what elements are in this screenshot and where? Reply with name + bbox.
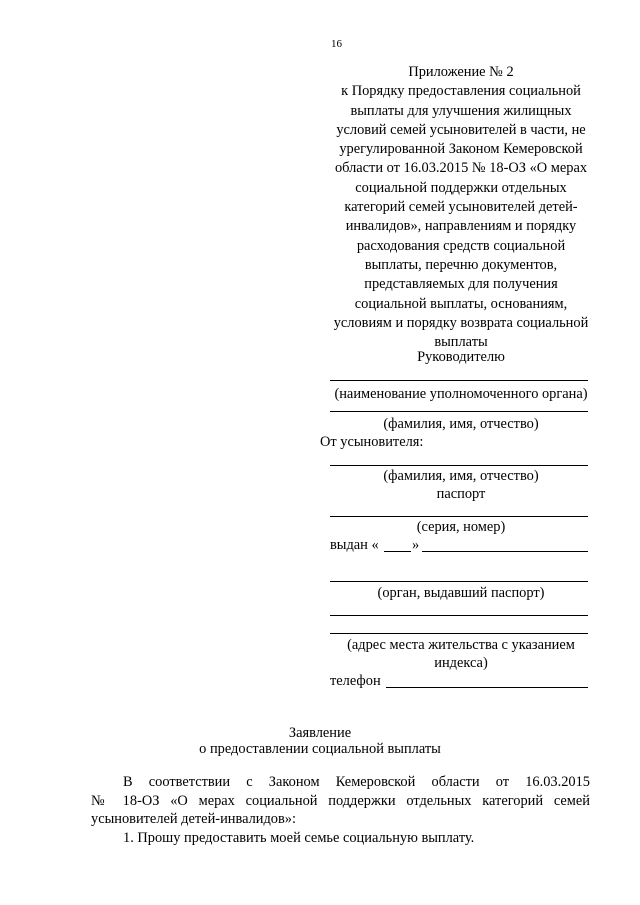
from-label: От усыновителя: xyxy=(320,434,424,450)
head-name-caption: (фамилия, имя, отчество) xyxy=(383,416,539,432)
appendix-line: выплаты xyxy=(434,334,488,351)
issued-day-line[interactable] xyxy=(384,551,411,552)
appendix-line: к Порядку предоставления социальной xyxy=(341,83,581,100)
appendix-line: выплаты, перечню документов, xyxy=(364,256,558,273)
to-label: Руководителю xyxy=(417,349,505,365)
issued-label: выдан « xyxy=(330,537,379,553)
issued-date-line[interactable] xyxy=(422,551,588,552)
org-caption: (наименование уполномоченного органа) xyxy=(334,386,588,402)
applicant-name-caption: (фамилия, имя, отчество) xyxy=(383,468,539,484)
appendix-line: условиям и порядку возврата социальной xyxy=(333,314,589,331)
paragraph-line: В соответствии с Законом Кемеровской области от 16.03.2015 xyxy=(123,774,590,790)
appendix-line: Приложение № 2 xyxy=(408,64,514,80)
appendix-line: социальной поддержки отдельных xyxy=(355,179,567,196)
appendix-line: социальной выплаты, основаниям, xyxy=(354,295,568,312)
request-item-1: 1. Прошу предоставить моей семье социальную выплату. xyxy=(123,830,475,846)
paragraph-line: № 18-ОЗ «О мерах социальной поддержки отдельных категорий семей xyxy=(91,793,590,809)
paragraph-line: усыновителей детей-инвалидов»: xyxy=(91,811,296,827)
applicant-name-line[interactable] xyxy=(330,465,588,466)
phone-line[interactable] xyxy=(386,687,588,688)
appendix-line: области от 16.03.2015 № 18-ОЗ «О мерах xyxy=(334,160,588,177)
issued-quote-close: » xyxy=(412,537,420,553)
appendix-header xyxy=(318,63,604,352)
passport-label: паспорт xyxy=(436,486,486,502)
appendix-line: расходования средств социальной xyxy=(356,237,566,254)
statement-subtitle: о предоставлении социальной выплаты xyxy=(199,741,441,757)
phone-label: телефон xyxy=(330,673,381,689)
appendix-line: условий семей усыновителей в части, не xyxy=(336,121,586,138)
org-name-line[interactable] xyxy=(330,380,588,381)
appendix-line: выплаты для улучшения жилищных xyxy=(350,102,572,119)
address-line-2[interactable] xyxy=(330,633,588,634)
series-number-caption: (серия, номер) xyxy=(416,519,506,535)
issuer-caption: (орган, выдавший паспорт) xyxy=(377,585,545,601)
statement-title: Заявление xyxy=(288,725,352,741)
passport-series-line[interactable] xyxy=(330,516,588,517)
appendix-line: урегулированной Законом Кемеровской xyxy=(339,141,583,158)
issuer-line[interactable] xyxy=(330,581,588,582)
address-line-1[interactable] xyxy=(330,615,588,616)
appendix-line: категорий семей усыновителей детей- xyxy=(344,199,578,216)
appendix-line: инвалидов», направлениям и порядку xyxy=(345,218,577,235)
page-number: 16 xyxy=(331,38,342,50)
head-name-line[interactable] xyxy=(330,411,588,412)
appendix-line: представляемых для получения xyxy=(364,276,558,293)
address-caption-line2: индекса) xyxy=(434,655,488,671)
address-caption-line1: (адрес места жительства с указанием xyxy=(347,637,575,653)
